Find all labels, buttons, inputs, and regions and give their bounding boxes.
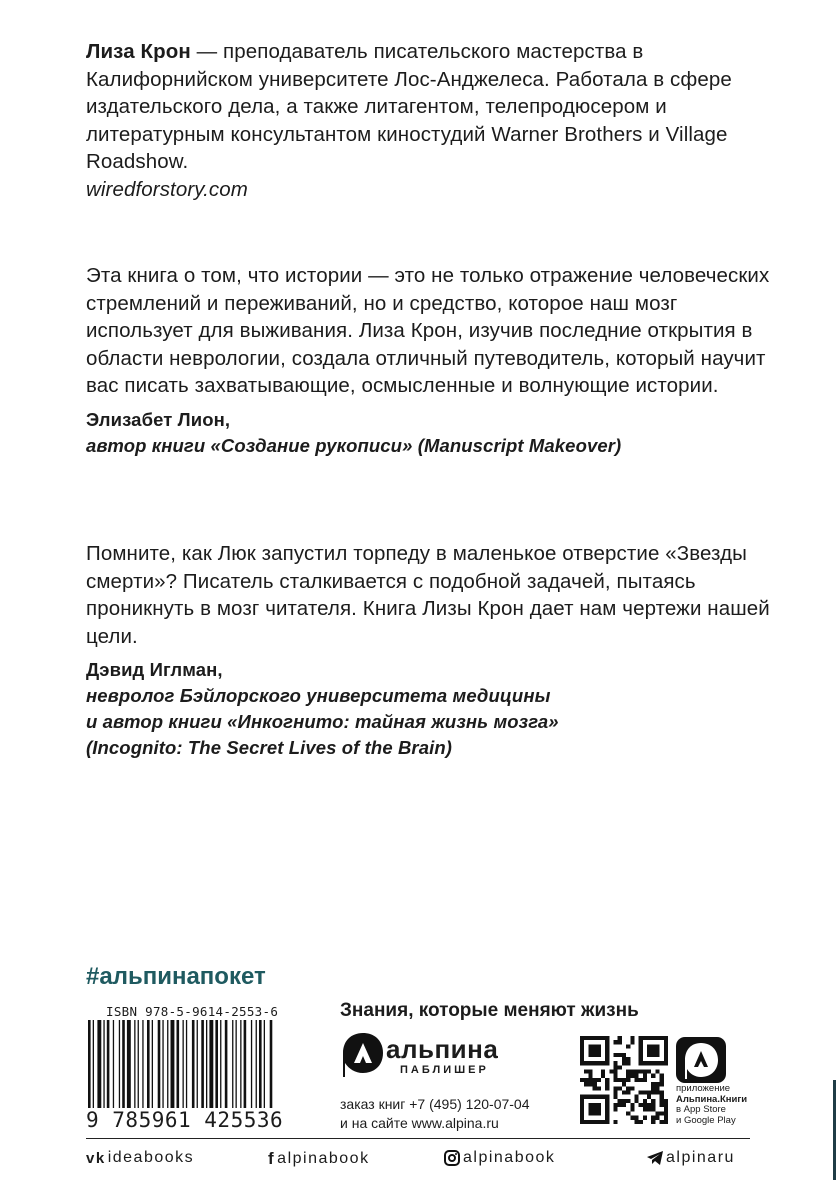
qr-module xyxy=(614,1053,618,1057)
qr-module xyxy=(630,1040,634,1044)
qr-module xyxy=(630,1103,634,1107)
qr-module xyxy=(593,1082,597,1086)
app-promo-line: и Google Play xyxy=(676,1114,736,1126)
qr-module xyxy=(588,1070,592,1074)
qr-module xyxy=(588,1074,592,1078)
social-instagram[interactable] xyxy=(444,1149,555,1167)
qr-module xyxy=(588,1078,592,1082)
qr-module xyxy=(614,1074,618,1078)
footer-divider xyxy=(86,1138,750,1139)
social-facebook-handle: alpinabook xyxy=(277,1150,370,1167)
qr-module xyxy=(626,1070,630,1074)
facebook-icon: f xyxy=(268,1149,276,1168)
qr-module xyxy=(630,1036,634,1040)
qr-module xyxy=(614,1095,618,1099)
qr-module xyxy=(634,1116,638,1120)
qr-module xyxy=(639,1090,643,1094)
qr-module xyxy=(639,1103,643,1107)
qr-module xyxy=(651,1082,655,1086)
qr-module xyxy=(614,1065,618,1069)
qr-module xyxy=(622,1082,626,1086)
qr-module xyxy=(647,1107,651,1111)
qr-module xyxy=(588,1103,601,1116)
qr-module xyxy=(647,1095,651,1099)
qr-module xyxy=(643,1070,647,1074)
qr-module xyxy=(605,1086,609,1090)
qr-module xyxy=(643,1099,647,1103)
qr-module xyxy=(630,1086,634,1090)
qr-module xyxy=(626,1111,630,1115)
qr-module xyxy=(618,1040,622,1044)
review-credential: и автор книги «Инкогнито: тайная жизнь мозга» xyxy=(86,711,559,732)
qr-module xyxy=(660,1095,664,1099)
qr-module xyxy=(618,1065,622,1069)
qr-module xyxy=(655,1090,659,1094)
qr-module xyxy=(651,1090,655,1094)
publisher-subtitle: ПАБЛИШЕР xyxy=(400,1064,489,1076)
qr-module xyxy=(660,1111,664,1115)
qr-module xyxy=(634,1099,638,1103)
qr-module xyxy=(593,1078,597,1082)
qr-module xyxy=(593,1086,597,1090)
qr-module xyxy=(618,1036,622,1040)
qr-module xyxy=(634,1095,638,1099)
qr-module xyxy=(584,1070,588,1074)
alpina-logo-icon xyxy=(342,1032,384,1078)
qr-module xyxy=(655,1116,659,1120)
order-contacts xyxy=(340,1095,530,1133)
qr-module xyxy=(639,1070,643,1074)
qr-module xyxy=(626,1061,630,1065)
qr-module xyxy=(630,1074,634,1078)
qr-module xyxy=(643,1090,647,1094)
qr-module xyxy=(626,1078,630,1082)
author-name: Лиза Крон xyxy=(86,40,191,63)
social-telegram-handle: alpinaru xyxy=(666,1149,735,1166)
qr-module xyxy=(660,1082,664,1086)
qr-module xyxy=(643,1078,647,1082)
qr-module xyxy=(647,1103,651,1107)
qr-module xyxy=(588,1082,592,1086)
qr-module xyxy=(639,1078,643,1082)
qr-module xyxy=(618,1086,622,1090)
qr-module xyxy=(664,1103,668,1107)
qr-module xyxy=(651,1107,655,1111)
publisher-name: альпина xyxy=(386,1034,499,1064)
qr-module xyxy=(614,1086,618,1090)
order-phone: заказ книг +7 (495) 120-07-04 xyxy=(340,1096,530,1112)
qr-module xyxy=(630,1107,634,1111)
qr-module xyxy=(660,1078,664,1082)
barcode xyxy=(86,1004,308,1134)
qr-module xyxy=(622,1090,626,1094)
qr-module xyxy=(664,1120,668,1124)
qr-module xyxy=(614,1103,618,1107)
qr-module xyxy=(601,1074,605,1078)
review-1 xyxy=(86,262,786,459)
social-telegram[interactable] xyxy=(646,1149,735,1167)
qr-module xyxy=(626,1057,630,1061)
isbn-label: ISBN 978-5-9614-2553-6 xyxy=(106,1004,279,1019)
qr-module xyxy=(622,1103,626,1107)
qr-module xyxy=(618,1103,622,1107)
qr-module xyxy=(634,1078,638,1082)
publisher-logo xyxy=(342,1032,512,1082)
social-facebook[interactable] xyxy=(268,1149,370,1169)
qr-module xyxy=(614,1120,618,1124)
qr-module xyxy=(647,1090,651,1094)
qr-module xyxy=(660,1103,664,1107)
qr-module xyxy=(601,1070,605,1074)
qr-module xyxy=(622,1057,626,1061)
qr-module xyxy=(651,1086,655,1090)
qr-module xyxy=(643,1116,647,1120)
qr-module xyxy=(664,1107,668,1111)
qr-module xyxy=(664,1099,668,1103)
vk-icon: vk xyxy=(86,1149,106,1167)
qr-module xyxy=(584,1082,588,1086)
qr-module xyxy=(634,1074,638,1078)
qr-code xyxy=(580,1036,668,1124)
social-links xyxy=(86,1149,751,1173)
qr-module xyxy=(580,1078,584,1082)
qr-module xyxy=(588,1044,601,1057)
author-website[interactable]: wiredforstory.com xyxy=(86,177,248,201)
telegram-icon xyxy=(646,1150,664,1166)
author-bio-text: — преподаватель писательского мастерства в Калифорнийском университете Лос-Анджелеса. Работала в сфере издательского дела, а также литагентом, телепродюсером и литературным консультантом киностудий Warner Brothers и Village Roadshow. xyxy=(86,40,732,173)
review-text: Эта книга о том, что истории — это не только отражение человеческих стремлений и переживаний, но и средство, которое наш мозг использует для выживания. Лиза Крон, изучив последние открытия в области неврологии, создала отличный путеводитель, который научит вас писать захватывающие, осмысленные и волнующие истории. xyxy=(86,264,770,397)
qr-module xyxy=(651,1120,655,1124)
hashtag: #альпинапокет xyxy=(86,963,266,990)
qr-module xyxy=(605,1078,609,1082)
qr-module xyxy=(614,1078,618,1082)
review-author: Дэвид Иглман, xyxy=(86,659,223,680)
review-2 xyxy=(86,540,786,761)
qr-module xyxy=(618,1078,622,1082)
qr-module xyxy=(622,1061,626,1065)
app-promo-line: в App Store xyxy=(676,1104,726,1115)
qr-module xyxy=(626,1099,630,1103)
qr-module xyxy=(660,1090,664,1094)
qr-module xyxy=(584,1078,588,1082)
app-icon xyxy=(676,1037,726,1083)
qr-module xyxy=(651,1116,655,1120)
qr-module xyxy=(655,1086,659,1090)
qr-module xyxy=(597,1086,601,1090)
instagram-icon xyxy=(444,1150,460,1166)
qr-module xyxy=(647,1044,660,1057)
qr-module xyxy=(655,1070,659,1074)
qr-module xyxy=(626,1090,630,1094)
author-bio xyxy=(86,38,786,203)
qr-module xyxy=(618,1099,622,1103)
qr-module xyxy=(634,1120,638,1124)
qr-module xyxy=(655,1082,659,1086)
app-promo-line: приложение xyxy=(676,1083,731,1094)
qr-module xyxy=(660,1074,664,1078)
qr-module xyxy=(660,1099,664,1103)
qr-module xyxy=(639,1120,643,1124)
qr-module xyxy=(626,1074,630,1078)
review-author: Элизабет Лион, xyxy=(86,408,231,430)
qr-module xyxy=(605,1082,609,1086)
review-credential: (Incognito: The Secret Lives of the Brain) xyxy=(86,737,453,758)
qr-module xyxy=(651,1103,655,1107)
qr-module xyxy=(614,1090,618,1094)
qr-module xyxy=(660,1120,664,1124)
qr-module xyxy=(626,1044,630,1048)
qr-module xyxy=(614,1070,618,1074)
qr-module xyxy=(643,1107,647,1111)
qr-module xyxy=(634,1070,638,1074)
social-vk[interactable] xyxy=(86,1149,194,1167)
qr-module xyxy=(630,1070,634,1074)
qr-module xyxy=(643,1103,647,1107)
qr-module xyxy=(622,1053,626,1057)
social-instagram-handle: alpinabook xyxy=(463,1149,556,1166)
qr-module xyxy=(664,1111,668,1115)
qr-module xyxy=(622,1099,626,1103)
slogan: Знания, которые меняют жизнь xyxy=(340,1000,639,1021)
qr-module xyxy=(651,1099,655,1103)
qr-module xyxy=(647,1070,651,1074)
qr-module xyxy=(664,1116,668,1120)
qr-module xyxy=(614,1107,618,1111)
app-promo xyxy=(676,1084,747,1126)
social-vk-handle: ideabooks xyxy=(107,1149,195,1166)
qr-module xyxy=(597,1078,601,1082)
app-name: Альпина.Книги xyxy=(676,1093,748,1105)
qr-module xyxy=(630,1116,634,1120)
ean-number: 9 785961 425536 xyxy=(86,1108,284,1132)
qr-module xyxy=(651,1074,655,1078)
order-site[interactable]: и на сайте www.alpina.ru xyxy=(340,1115,499,1131)
qr-module xyxy=(655,1111,659,1115)
qr-module xyxy=(643,1074,647,1078)
qr-module xyxy=(614,1040,618,1044)
qr-module xyxy=(609,1070,613,1074)
qr-module xyxy=(626,1086,630,1090)
qr-module xyxy=(614,1061,618,1065)
review-credential: автор книги «Создание рукописи» (Manuscript Makeover) xyxy=(86,434,622,456)
qr-module xyxy=(618,1053,622,1057)
review-text: Помните, как Люк запустил торпеду в маленькое отверстие «Звезды смерти»? Писатель сталкивается с подобной задачей, пытаясь проникнуть в мозг читателя. Книга Лизы Крон дает нам чертежи нашей цели. xyxy=(86,542,770,648)
qr-module xyxy=(622,1078,626,1082)
review-credential: невролог Бэйлорского университета медицины xyxy=(86,685,551,706)
